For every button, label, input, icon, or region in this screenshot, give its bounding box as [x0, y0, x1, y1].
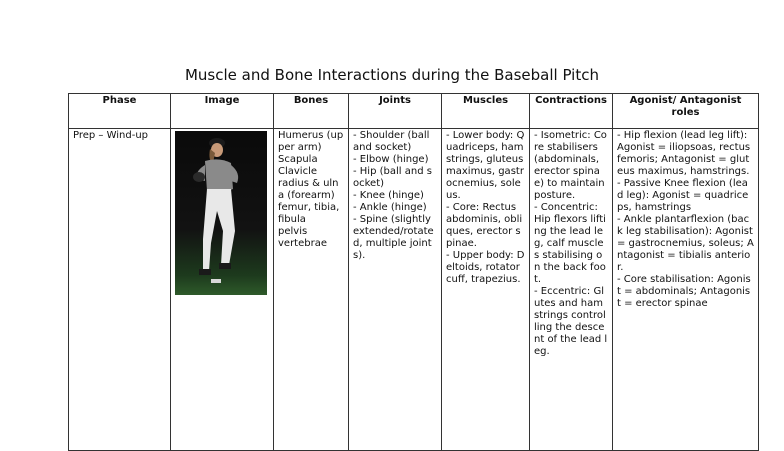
cell-muscles	[442, 129, 530, 451]
cell-joints	[349, 129, 442, 451]
header-roles: Agonist/ Antagonist roles	[613, 94, 759, 129]
header-row	[69, 94, 759, 129]
header-contractions: Contractions	[530, 94, 613, 129]
phase-text: Prep – Wind-up	[73, 130, 149, 141]
cell-image	[171, 129, 274, 451]
cell-bones	[274, 129, 349, 451]
document-title: Muscle and Bone Interactions during the Baseball Pitch	[184, 66, 599, 84]
cell-contractions	[530, 129, 613, 451]
contractions-text: - Isometric: Core stabilisers (abdominals, erector spinae) to maintain posture. - Concentric: Hip flexors lifting the lead leg, calf muscles stabilising on the back foot. - Eccentric: Glutes and hamstrings controlling the descent of the lead leg.	[534, 130, 608, 357]
pitcher-photo	[175, 131, 267, 295]
header-phase: Phase	[69, 94, 171, 129]
header-muscles: Muscles	[442, 94, 530, 129]
bones-text: Humerus (upper arm) Scapula Clavicle radius & ulna (forearm) femur, tibia, fibula pelvis vertebrae	[278, 130, 344, 249]
muscles-text: - Lower body: Quadriceps, hamstrings, gluteus maximus, gastrocnemius, soleus. - Core: Rectus abdominis, obliques, erector spinae. - Upper body: Deltoids, rotator cuff, trapezius.	[446, 130, 525, 285]
roles-text: - Hip flexion (lead leg lift): Agonist = iliopsoas, rectus femoris; Antagonist = gluteus maximus, hamstrings. - Passive Knee flexion (lead leg): Agonist = quadriceps, hamstrings - Ankle plantarflexion (back leg stabilisation): Agonist = gastrocnemius, soleus; Antagonist = tibialis anterior. - Core stabilisation: Agonist = abdominals; Antagonist = erector spinae	[617, 130, 754, 309]
pitcher-figure-illustration	[175, 131, 267, 295]
header-image: Image	[171, 94, 274, 129]
header-joints: Joints	[349, 94, 442, 129]
interactions-table	[68, 93, 759, 451]
header-bones: Bones	[274, 94, 349, 129]
table-row	[69, 129, 759, 451]
cell-roles	[613, 129, 759, 451]
cell-phase	[69, 129, 171, 451]
joints-text: - Shoulder (ball and socket) - Elbow (hinge) - Hip (ball and socket) - Knee (hinge) - Ankle (hinge) - Spine (slightly extended/rotated, multiple joints).	[353, 130, 434, 261]
